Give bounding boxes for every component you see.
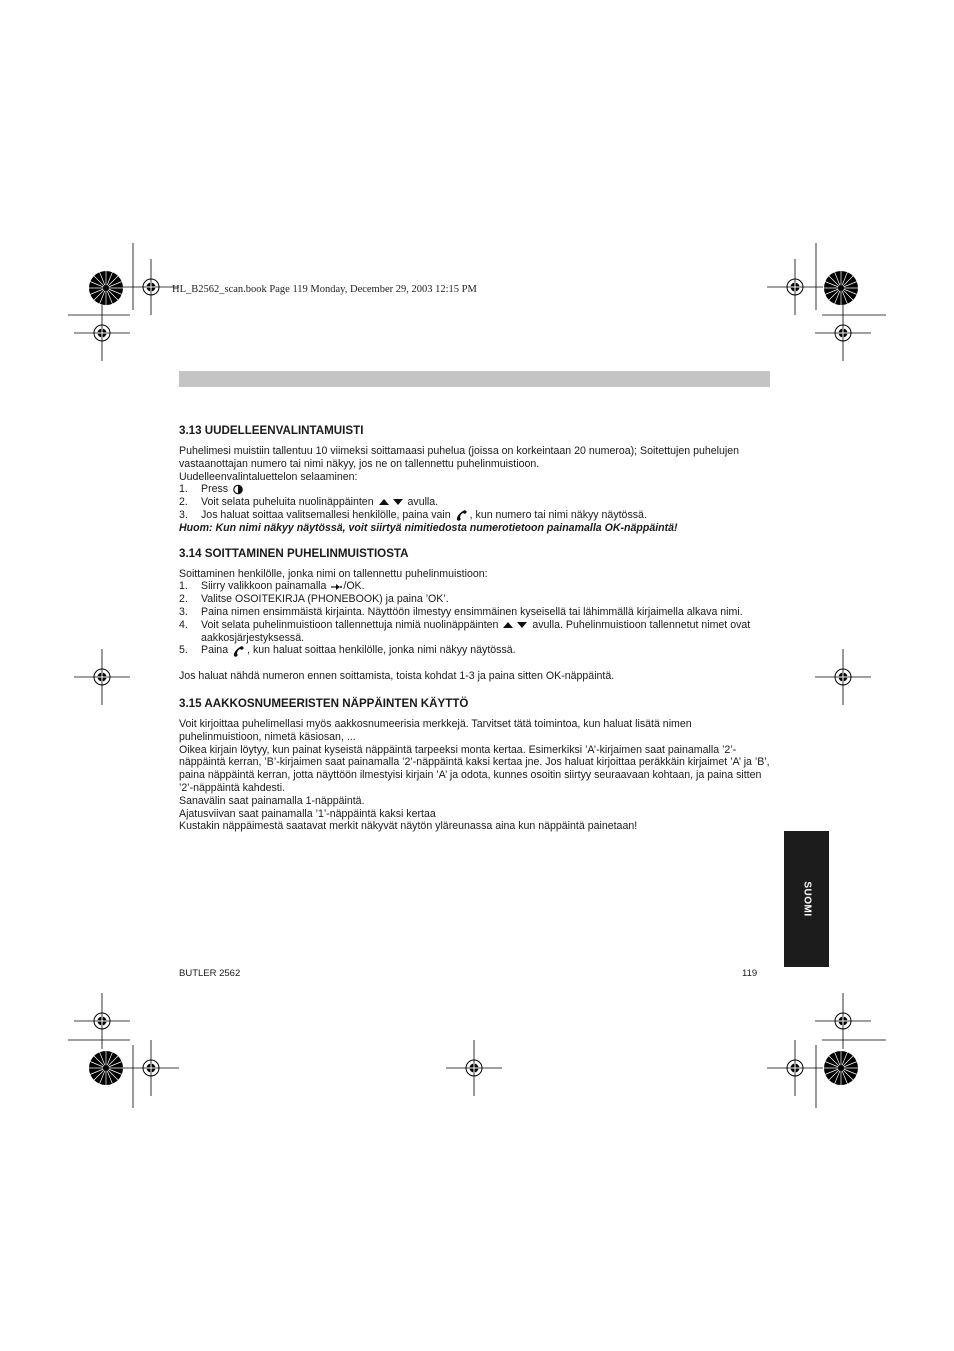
section-heading: 3.13 UUDELLEENVALINTAMUISTI: [179, 424, 364, 437]
step-list: [179, 483, 771, 521]
paragraph: Uudelleenvalintaluettelon selaaminen:: [179, 470, 358, 483]
section-redial-memory: [179, 424, 771, 535]
paragraph: Voit kirjoittaa puhelimellasi myös aakkosnumeerisia merkkejä. Tarvitset tätä toimintoa, kun haluat lisätä nimen puhelinmuistioon, nimetä käsiosan, ...: [179, 717, 692, 743]
side-tab-label: SUOMI: [801, 881, 812, 917]
menu-arrow-icon: [329, 582, 343, 592]
header-bar: [179, 371, 770, 387]
up-arrow-icon: [501, 620, 515, 630]
list-item: 3. Paina nimen ensimmäistä kirjainta. Näyttöön ilmestyy ensimmäinen kyseisellä tai lähimmällä kirjaimella alkava nimi.: [179, 605, 743, 618]
paragraph: Oikea kirjain löytyy, kun painat kyseistä näppäintä tarpeeksi monta kertaa. Esimerkiksi ’A’-kirjaimen saat painamalla ’2’-näppäintä kerran, ’B’-kirjaimen saat painamalla ’2’-näppäintä kaksi kertaa jne. Jos haluat kirjoittaa peräkkäin kirjaimet ’A’ ja ’B’, paina näppäintä kerran, jotta näyttöön ilmestyisi kirjain ’A’ ja odota, kunnes osoitin siirtyy seuraavaan kohtaan, ja paina sitten ’2’-näppäintä kahdesti.: [179, 743, 770, 794]
section-heading: 3.15 AAKKOSNUMEERISTEN NÄPPÄINTEN KÄYTTÖ: [179, 696, 469, 710]
up-arrow-icon: [377, 497, 391, 507]
handset-icon: [454, 509, 470, 521]
section-heading: 3.14 SOITTAMINEN PUHELINMUISTIOSTA: [179, 546, 409, 560]
paragraph: Puhelimesi muistiin tallentuu 10 viimeksi soittamaasi puhelua (joissa on korkeintaan 20 numeroa); Soitettujen puhelujen vastaanottajan numero tai nimi näkyy, jos ne on tallennettu puhelinmuistioon.: [179, 445, 740, 470]
list-item: 2. Voit selata puheluita nuolinäppäinten avulla.: [179, 496, 439, 509]
list-item: 1. Siirry valikkoon painamalla /OK.: [179, 580, 365, 593]
paragraph: Soittaminen henkilölle, jonka nimi on tallennettu puhelinmuistioon:: [179, 567, 488, 580]
list-item: 5. Paina , kun haluat soittaa henkilölle, jonka nimi näkyy näytössä.: [179, 644, 516, 657]
down-arrow-icon: [515, 620, 529, 630]
list-item: 3. Jos haluat soittaa valitsemallesi henkilölle, paina vain , kun numero tai nimi näkyy näytössä.: [179, 508, 647, 521]
paragraph: Sanavälin saat painamalla 1-näppäintä.: [179, 794, 365, 807]
paragraph: Jos haluat nähdä numeron ennen soittamista, toista kohdat 1-3 ja paina sitten OK-näppäintä.: [179, 670, 615, 683]
list-item: 4. Voit selata puhelinmuistioon tallennettuja nimiä nuolinäppäinten avulla. Puhelinmuistioon tallennetut nimet ovat aakkosjärjestyksessä.: [179, 618, 751, 644]
note: Huom: Kun nimi näkyy näytössä, voit siirtyä nimitiedosta numerotietoon painamalla OK-näppäintä!: [179, 521, 678, 534]
step-list: [179, 580, 771, 657]
handset-icon: [231, 645, 247, 657]
down-arrow-icon: [391, 497, 405, 507]
paragraph: Kustakin näppäimestä saatavat merkit näkyvät näytön yläreunassa aina kun näppäintä painetaan!: [179, 820, 638, 833]
list-item: 1. Press: [179, 483, 771, 496]
half-filled-circle-icon: [231, 484, 245, 495]
section-phonebook-calling: [179, 547, 771, 683]
footer-product: BUTLER 2562: [179, 968, 241, 979]
section-alphanumeric-keys: [179, 697, 771, 833]
list-item: 2. Valitse OSOITEKIRJA (PHONEBOOK) ja paina ’OK’.: [179, 593, 449, 606]
paragraph: Ajatusviivan saat painamalla ’1’-näppäintä kaksi kertaa: [179, 807, 436, 820]
language-side-tab: [784, 831, 829, 967]
print-slug: HL_B2562_scan.book Page 119 Monday, December 29, 2003 12:15 PM: [172, 284, 477, 295]
page-content: [179, 424, 771, 845]
page-number: 119: [742, 968, 758, 979]
